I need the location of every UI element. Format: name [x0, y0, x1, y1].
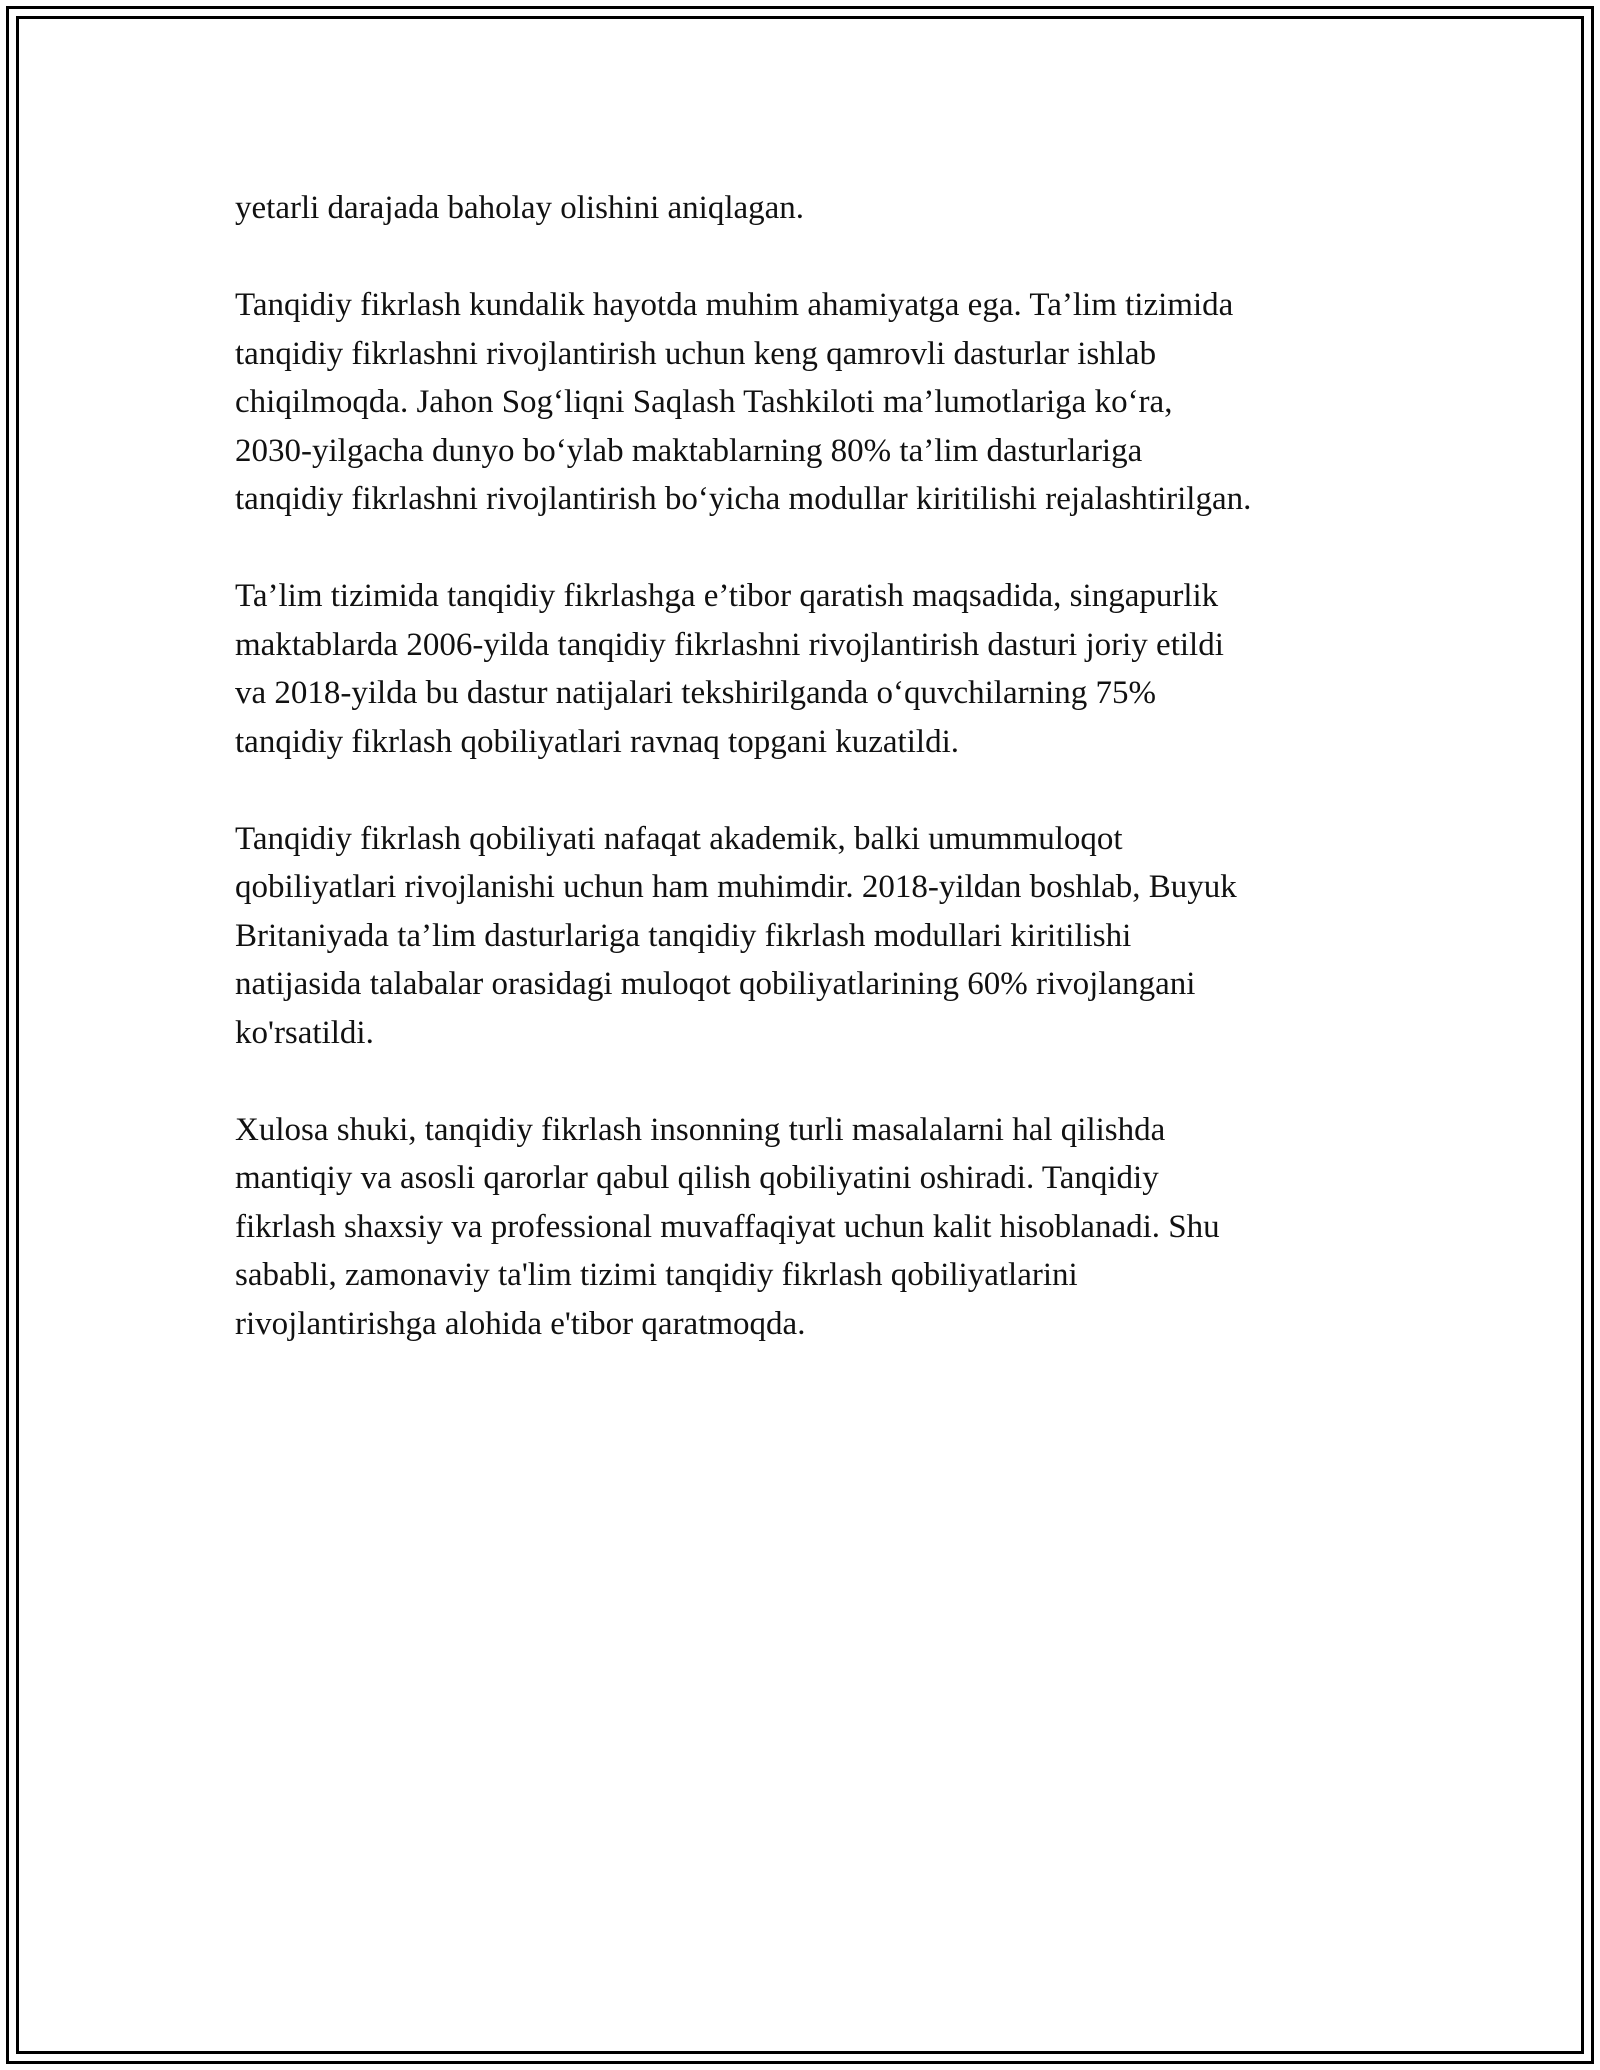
paragraph [235, 1106, 1395, 1349]
text-line: 2030-yilgacha dunyo bo‘ylab maktablarning 80% ta’lim dasturlariga [235, 432, 1143, 469]
text-line: tanqidiy fikrlash qobiliyatlari ravnaq topgani kuzatildi. [235, 723, 959, 760]
text-line: Xulosa shuki, tanqidiy fikrlash insonning turli masalalarni hal qilishda [235, 1111, 1166, 1148]
text-line: Tanqidiy fikrlash qobiliyati nafaqat akademik, balki umummuloqot [235, 820, 1123, 857]
text-line: rivojlantirishga alohida e'tibor qaratmoqda. [235, 1305, 806, 1342]
text-line: ko'rsatildi. [235, 1014, 374, 1051]
text-line: natijasida talabalar orasidagi muloqot qobiliyatlarining 60% rivojlangani [235, 966, 1196, 1002]
text-line: chiqilmoqda. Jahon Sog‘liqni Saqlash Tashkiloti ma’lumotlariga ko‘ra, [235, 384, 1173, 420]
text-line: Britaniyada ta’lim dasturlariga tanqidiy fikrlash modullari kiritilishi [235, 917, 1132, 954]
text-line: qobiliyatlari rivojlanishi uchun ham muhimdir. 2018-yildan boshlab, Buyuk [235, 869, 1237, 905]
text-line: tanqidiy fikrlashni rivojlantirish bo‘yicha modullar kiritilishi rejalashtirilgan. [235, 481, 1252, 517]
text-line: Tanqidiy fikrlash kundalik hayotda muhim ahamiyatga ega. Ta’lim tizimida [235, 287, 1234, 323]
paragraph [235, 281, 1395, 524]
paragraph [235, 815, 1395, 1058]
text-line: tanqidiy fikrlashni rivojlantirish uchun keng qamrovli dasturlar ishlab [235, 335, 1157, 372]
text-line: Ta’lim tizimida tanqidiy fikrlashga e’tibor qaratish maqsadida, singapurlik [235, 578, 1219, 614]
text-line: maktablarda 2006-yilda tanqidiy fikrlashni rivojlantirish dasturi joriy etildi [235, 626, 1224, 663]
document-body [235, 184, 1395, 1397]
text-line: mantiqiy va asosli qarorlar qabul qilish qobiliyatini oshiradi. Tanqidiy [235, 1160, 1159, 1196]
text-line: fikrlash shaxsiy va professional muvaffaqiyat uchun kalit hisoblanadi. Shu [235, 1208, 1220, 1245]
paragraph [235, 572, 1395, 766]
text-line: yetarli darajada baholay olishini aniqlagan. [235, 190, 805, 226]
text-line: sababli, zamonaviy ta'lim tizimi tanqidiy fikrlash qobiliyatlarini [235, 1257, 1078, 1293]
paragraph [235, 184, 1395, 233]
text-line: va 2018-yilda bu dastur natijalari tekshirilganda o‘quvchilarning 75% [235, 675, 1157, 711]
